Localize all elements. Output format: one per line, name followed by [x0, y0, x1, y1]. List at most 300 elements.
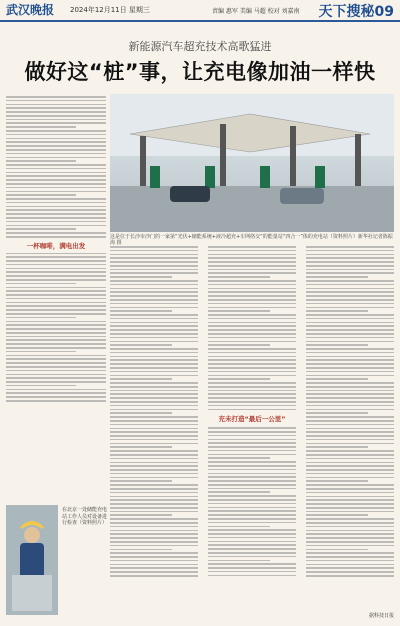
text-line [208, 409, 296, 411]
text-line [110, 552, 198, 554]
text-line [6, 221, 106, 223]
text-line [208, 322, 296, 324]
text-line [110, 564, 198, 566]
text-line [6, 213, 106, 215]
text-line [6, 149, 106, 151]
text-line [208, 378, 270, 380]
text-line [208, 442, 296, 444]
text-line [306, 337, 394, 339]
text-line [110, 288, 198, 290]
text-line [208, 265, 296, 267]
text-line [6, 138, 106, 140]
text-line [6, 290, 106, 292]
text-line [306, 359, 394, 361]
text-line [208, 344, 270, 346]
text-line [306, 549, 368, 551]
text-line [306, 325, 394, 327]
text-line [110, 541, 198, 543]
text-line [110, 341, 198, 343]
text-line [110, 375, 198, 377]
text-line [208, 257, 296, 259]
text-line [110, 314, 198, 316]
text-line [208, 552, 296, 554]
text-line [6, 370, 106, 372]
text-line [208, 439, 296, 441]
text-line [6, 377, 106, 379]
text-line [110, 269, 198, 271]
text-line [208, 348, 296, 350]
text-line [208, 356, 296, 358]
text-line [208, 431, 296, 433]
text-line [208, 450, 296, 452]
text-line [110, 303, 198, 305]
text-line [208, 457, 270, 459]
text-line [6, 236, 106, 238]
text-line [306, 378, 368, 380]
text-line [110, 382, 198, 384]
text-line [208, 325, 296, 327]
text-line [306, 254, 394, 256]
text-line [6, 209, 106, 211]
text-line [306, 318, 394, 320]
text-line [306, 409, 394, 411]
text-line [208, 541, 296, 543]
text-line [6, 172, 106, 174]
text-line [208, 352, 296, 354]
text-line [110, 450, 198, 452]
text-line [306, 454, 394, 456]
text-line [6, 317, 76, 319]
text-line [306, 488, 394, 490]
text-line [6, 194, 76, 196]
text-line [6, 283, 76, 285]
text-line [6, 107, 106, 109]
text-line [208, 288, 296, 290]
text-line [6, 302, 106, 304]
text-line [110, 261, 198, 263]
text-line [208, 401, 296, 403]
text-line [110, 549, 172, 551]
subhead-2: 充未打造“最后一公里” [218, 415, 286, 424]
text-line [6, 374, 106, 376]
text-line [306, 564, 394, 566]
text-line [6, 217, 106, 219]
text-line [306, 375, 394, 377]
text-line [306, 575, 394, 577]
text-line [306, 424, 394, 426]
text-line [306, 307, 394, 309]
charging-station-illustration [110, 94, 394, 232]
body-column-3 [306, 246, 394, 596]
text-line [208, 526, 270, 528]
text-line [306, 344, 368, 346]
text-line [110, 571, 198, 573]
text-line [306, 439, 394, 441]
text-line [306, 511, 394, 513]
text-line [208, 341, 296, 343]
text-line [6, 130, 106, 132]
text-line [208, 261, 296, 263]
text-line [110, 363, 198, 365]
body-column-1 [110, 246, 198, 596]
text-line [6, 381, 106, 383]
text-line [208, 488, 296, 490]
text-line [208, 382, 296, 384]
text-line [6, 336, 106, 338]
text-line [6, 179, 106, 181]
photo-caption: 这是位于长沙市沙门的一家第“光伏+储能系统+液冷超充+车网络交”的能量站“四合一”体的充电站（资料照片）新华社记者陈振海 摄 [110, 234, 393, 246]
text-line [6, 358, 106, 360]
text-line [6, 175, 106, 177]
body-column-2 [208, 246, 296, 596]
text-line [306, 303, 394, 305]
text-line [110, 348, 198, 350]
worker-photo-caption: 在北京一处储能充电站工作人员对设备进行检查（资料照片） [62, 507, 108, 526]
text-line [6, 141, 106, 143]
text-line [6, 264, 106, 266]
text-line [306, 518, 394, 520]
text-line [208, 307, 296, 309]
text-line [6, 313, 106, 315]
text-line [306, 492, 394, 494]
text-line [208, 284, 296, 286]
text-line [306, 310, 368, 312]
text-line [306, 257, 394, 259]
text-line [208, 522, 296, 524]
text-line [306, 416, 394, 418]
text-line [306, 390, 394, 392]
text-line [110, 507, 198, 509]
text-line [306, 246, 394, 248]
text-line [110, 567, 198, 569]
text-line [110, 537, 198, 539]
article-kicker: 新能源汽车超充技术高歌猛进 [128, 40, 272, 53]
text-line [110, 492, 198, 494]
text-line [306, 522, 394, 524]
text-line [110, 420, 198, 422]
text-line [6, 198, 106, 200]
text-line [110, 409, 198, 411]
text-line [306, 499, 394, 501]
text-line [110, 378, 172, 380]
text-line [306, 537, 394, 539]
text-line [208, 337, 296, 339]
text-line [306, 473, 394, 475]
text-line [110, 333, 198, 335]
text-line [208, 533, 296, 535]
subhead-1: 一杯咖啡，满电出发 [26, 241, 86, 250]
text-line [6, 126, 76, 128]
issue-date: 2024年12月11日 星期三 [70, 6, 150, 14]
text-line [110, 484, 198, 486]
left-text-column [6, 96, 106, 416]
text-line [6, 287, 106, 289]
text-line [208, 491, 270, 493]
text-line [110, 272, 198, 274]
text-line [306, 458, 394, 460]
text-line [306, 363, 394, 365]
text-line [110, 469, 198, 471]
text-line [306, 329, 394, 331]
text-line [208, 371, 296, 373]
text-line [208, 473, 296, 475]
text-line [306, 567, 394, 569]
text-line [6, 157, 106, 159]
text-line [110, 310, 172, 312]
text-line [208, 314, 296, 316]
text-line [110, 276, 172, 278]
text-line [110, 465, 198, 467]
text-line [6, 392, 106, 394]
text-line [306, 265, 394, 267]
text-line [110, 424, 198, 426]
text-line [306, 356, 394, 358]
text-line [208, 427, 296, 429]
text-line [306, 288, 394, 290]
text-line [110, 503, 198, 505]
text-line [110, 458, 198, 460]
text-line [110, 284, 198, 286]
text-line [110, 390, 198, 392]
text-line [306, 496, 394, 498]
text-line [306, 291, 394, 293]
text-line [208, 469, 296, 471]
text-line [306, 250, 394, 252]
text-line [306, 348, 394, 350]
text-line [110, 443, 198, 445]
article-headline: 做好这“桩”事，让充电像加油一样快 [24, 60, 376, 84]
text-line [208, 393, 296, 395]
text-line [110, 405, 198, 407]
text-line [6, 122, 106, 124]
text-line [110, 325, 198, 327]
text-line [6, 119, 106, 121]
text-line [306, 314, 394, 316]
text-line [110, 488, 198, 490]
text-line [6, 187, 106, 189]
text-line [6, 100, 106, 102]
text-line [6, 305, 106, 307]
text-line [6, 339, 106, 341]
text-line [6, 253, 106, 255]
text-line [6, 332, 106, 334]
text-line [6, 115, 106, 117]
text-line [306, 412, 368, 414]
text-line [110, 473, 198, 475]
text-line [110, 499, 198, 501]
text-line [6, 104, 106, 106]
text-line [208, 454, 296, 456]
text-line [110, 428, 198, 430]
text-line [306, 533, 394, 535]
text-line [6, 256, 106, 258]
text-line [208, 510, 296, 512]
text-line [208, 375, 296, 377]
text-line [306, 386, 394, 388]
text-line [306, 545, 394, 547]
text-line [208, 310, 270, 312]
text-line [306, 333, 394, 335]
text-line [208, 280, 296, 282]
text-line [110, 295, 198, 297]
text-line [306, 450, 394, 452]
text-line [110, 533, 198, 535]
text-line [306, 393, 394, 395]
text-line [110, 356, 198, 358]
worker-illustration [6, 505, 58, 615]
text-line [6, 271, 106, 273]
text-line [208, 544, 296, 546]
text-line [110, 359, 198, 361]
text-line [306, 431, 394, 433]
text-line [6, 134, 106, 136]
text-line [208, 295, 296, 297]
text-line [306, 322, 394, 324]
text-line [6, 153, 106, 155]
text-line [110, 496, 198, 498]
text-line [110, 439, 198, 441]
text-line [6, 260, 106, 262]
text-line [6, 355, 106, 357]
text-line [208, 446, 296, 448]
text-line [110, 480, 172, 482]
text-line [208, 503, 296, 505]
text-line [208, 367, 296, 369]
text-line [306, 272, 394, 274]
text-line [6, 232, 106, 234]
text-line [110, 367, 198, 369]
text-line [306, 428, 394, 430]
text-line [110, 329, 198, 331]
text-line [6, 347, 106, 349]
text-line [110, 511, 198, 513]
text-line [208, 405, 296, 407]
text-line [6, 385, 76, 387]
text-line [306, 420, 394, 422]
newspaper-logo: 武汉晚报 [6, 3, 55, 17]
text-line [6, 164, 106, 166]
text-line [208, 299, 296, 301]
text-line [208, 571, 296, 573]
text-line [306, 507, 394, 509]
source-credit: 据科技日报 [368, 613, 394, 619]
editor-credits: 责编 惠军 美编 马超 校对 刘嘉南 [212, 8, 300, 15]
text-line [110, 522, 198, 524]
text-line [306, 367, 394, 369]
text-line [306, 405, 394, 407]
text-line [110, 318, 198, 320]
text-line [6, 400, 106, 402]
text-line [208, 318, 296, 320]
text-line [110, 371, 198, 373]
text-line [306, 299, 394, 301]
text-line [6, 321, 106, 323]
text-line [110, 250, 198, 252]
text-line [306, 541, 394, 543]
text-line [208, 435, 296, 437]
text-line [6, 111, 106, 113]
text-line [208, 556, 296, 558]
text-line [306, 556, 394, 558]
text-line [208, 363, 296, 365]
text-line [110, 514, 172, 516]
text-line [208, 291, 296, 293]
text-line [110, 518, 198, 520]
text-line [306, 484, 394, 486]
text-line [110, 545, 198, 547]
text-line [110, 280, 198, 282]
text-line [110, 431, 198, 433]
text-line [306, 276, 368, 278]
text-line [110, 352, 198, 354]
text-line [306, 352, 394, 354]
text-line [6, 389, 106, 391]
text-line [110, 477, 198, 479]
text-line [110, 416, 198, 418]
text-line [110, 254, 198, 256]
text-line [208, 254, 296, 256]
text-line [208, 484, 296, 486]
text-line [6, 145, 106, 147]
text-line [208, 250, 296, 252]
text-line [306, 371, 394, 373]
text-line [306, 284, 394, 286]
text-line [208, 386, 296, 388]
text-line [6, 396, 106, 398]
text-line [208, 575, 296, 577]
text-line [110, 386, 198, 388]
text-line [110, 401, 198, 403]
text-line [110, 526, 198, 528]
text-line [306, 382, 394, 384]
text-line [110, 299, 198, 301]
text-line [110, 322, 198, 324]
text-line [208, 465, 296, 467]
text-line [6, 268, 106, 270]
text-line [6, 366, 106, 368]
text-line [208, 514, 296, 516]
text-line [208, 495, 296, 497]
masthead [0, 0, 400, 22]
text-line [6, 362, 106, 364]
text-line [208, 333, 296, 335]
text-line [306, 560, 394, 562]
text-line [110, 393, 198, 395]
text-line [306, 261, 394, 263]
text-line [208, 276, 270, 278]
text-line [110, 530, 198, 532]
text-line [110, 257, 198, 259]
text-line [110, 246, 198, 248]
text-line [6, 294, 106, 296]
text-line [6, 206, 106, 208]
body-columns [110, 246, 394, 604]
text-line [208, 480, 296, 482]
text-line [208, 461, 296, 463]
text-line [6, 351, 76, 353]
text-line [110, 344, 172, 346]
text-line [110, 446, 172, 448]
text-line [306, 503, 394, 505]
text-line [208, 567, 296, 569]
text-line [208, 499, 296, 501]
text-line [306, 514, 368, 516]
text-line [306, 462, 394, 464]
text-line [110, 412, 172, 414]
text-line [6, 279, 106, 281]
text-line [208, 303, 296, 305]
text-line [306, 341, 394, 343]
